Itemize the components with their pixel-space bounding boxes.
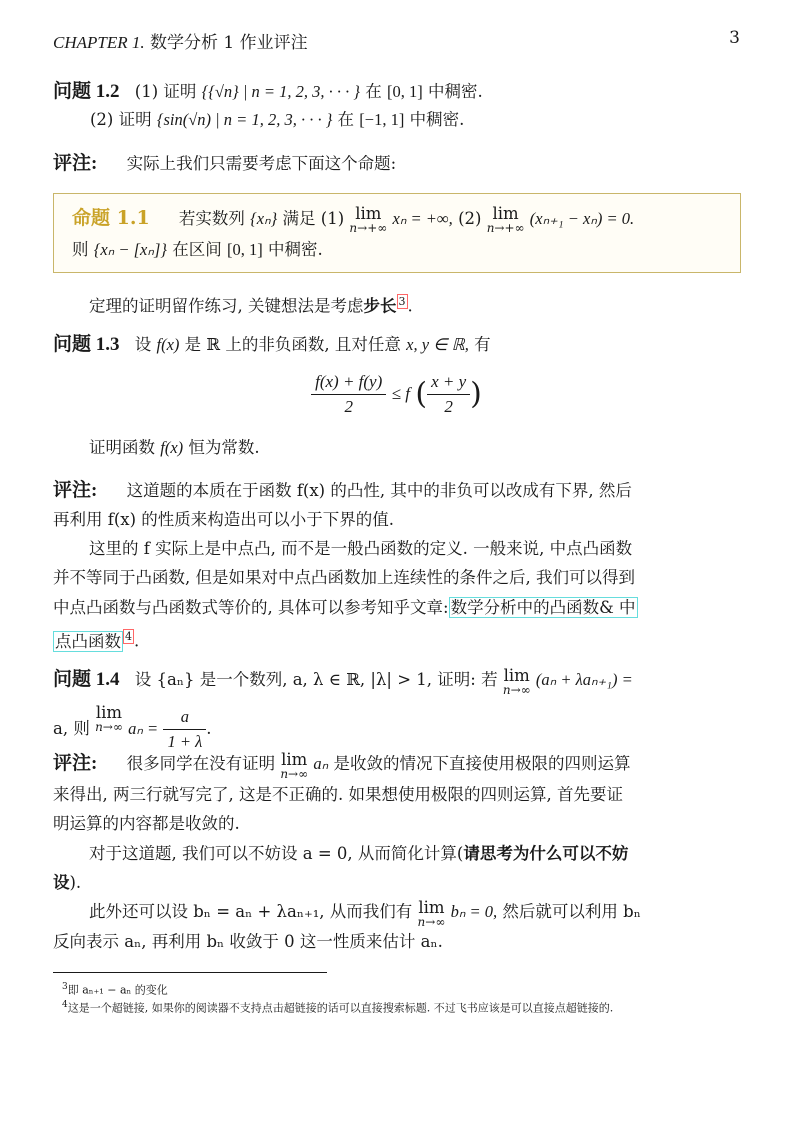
remark-3-line6: 此外还可以设 bₙ = aₙ + λaₙ₊₁, 从而我们有 lim n→∞ bₙ = 0, 然后就可以利用 bₙ xyxy=(89,898,641,929)
proposition-line1: 命题 1.1 若实数列 {xₙ} 满足 (1) lim n→+∞ xₙ = +∞, (2) lim n→+∞ (xₙ₊₁ − xₙ) = 0. xyxy=(72,204,635,235)
problem-label: 问题 1.2 xyxy=(53,81,120,102)
remark-label: 评注: xyxy=(53,153,98,174)
page-header xyxy=(53,28,740,53)
remark-label: 评注: xyxy=(53,480,98,501)
problem-1-2-line2: (2) 证明 {sin(√n) | n = 1, 2, 3, · · · } 在 [−1, 1] 中稠密. xyxy=(90,110,465,129)
limit-operator: lim n→∞ xyxy=(280,750,309,781)
remark-1: 评注: 实际上我们只需要考虑下面这个命题: xyxy=(53,153,397,174)
math-set: {sin(√n) | n = 1, 2, 3, · · · } xyxy=(156,110,333,129)
remark-2-line5: 中点凸函数与凸函数式等价的, 具体可以参考知乎文章: 数学分析中的凸函数& 中 xyxy=(53,598,636,617)
limit-operator: lim n→∞ xyxy=(502,666,531,697)
proposition-line2: 则 {xₙ − [xₙ]} 在区间 [0, 1] 中稠密. xyxy=(72,240,323,259)
problem-1-3: 问题 1.3 设 f(x) 是 ℝ 上的非负函数, 且对任意 x, y ∈ ℝ, 有 xyxy=(53,334,491,355)
page-number: 3 xyxy=(729,28,740,48)
problem-1-3-conclusion: 证明函数 f(x) 恒为常数. xyxy=(89,438,260,457)
hyperlink-convex-article[interactable]: 数学分析中的凸函数& 中 xyxy=(450,598,636,617)
problem-1-4-line2: a, 则 lim n→∞ aₙ = $\frac{a}{1 + \lambda}$ . xyxy=(53,705,740,754)
remark-label: 评注: xyxy=(53,753,98,774)
remark-2-line2: 再利用 f(x) 的性质来构造出可以小于下界的值. xyxy=(53,510,395,529)
remark-2-line4: 并不等同于凸函数, 但是如果对中点凸函数加上连续性的条件之后, 我们可以得到 xyxy=(53,568,635,587)
fraction: $\frac{a}{1 + \lambda}$ xyxy=(163,705,206,754)
proof-note: 定理的证明留作练习, 关键想法是考虑步长 $^3$ . xyxy=(89,295,413,316)
remark-3-line7: 反向表示 aₙ, 再利用 bₙ 收敛于 0 这一性质来估计 aₙ. xyxy=(53,932,443,951)
math-set: {{√n} | n = 1, 2, 3, · · · } xyxy=(201,82,361,101)
display-equation: $\frac{f(x) + f(y)}{2}$ ≤ f ( $\frac{x + y}{2}$ ) xyxy=(53,370,740,419)
limit-operator: lim n→+∞ xyxy=(486,204,525,235)
running-title: CHAPTER 1. 数学分析 1 作业评注 xyxy=(53,33,308,53)
problem-label: 问题 1.4 xyxy=(53,669,120,690)
remark-3-line4: 对于这道题, 我们可以不妨设 a = 0, 从而简化计算(请思考为什么可以不妨 xyxy=(89,844,629,863)
remark-2-line6: 点凸函数 $^4$ . xyxy=(55,630,140,651)
fraction: $\frac{x + y}{2}$ xyxy=(427,370,470,419)
footnote-ref-3[interactable]: 3 xyxy=(398,295,406,308)
limit-operator: lim n→∞ xyxy=(417,898,446,929)
fraction: $\frac{f(x) + f(y)}{2}$ xyxy=(311,370,386,419)
proposition-box xyxy=(53,193,741,273)
limit-operator: lim n→∞ xyxy=(95,703,123,734)
hyperlink-convex-article-cont[interactable]: 点凸函数 xyxy=(55,631,121,651)
footnote-3: $^3$即 aₙ₊₁ − aₙ 的变化 xyxy=(62,982,168,997)
problem-1-2-line1: 问题 1.2 (1) 证明 {{√n} | n = 1, 2, 3, · · · } 在 [0, 1] 中稠密. xyxy=(53,81,483,102)
proposition-label: 命题 1.1 xyxy=(72,207,150,229)
problem-label: 问题 1.3 xyxy=(53,334,120,355)
problem-1-4-line1: 问题 1.4 设 {aₙ} 是一个数列, a, λ ∈ ℝ, |λ| > 1, 证明: 若 lim n→∞ (aₙ + λaₙ₊₁) = xyxy=(53,666,633,697)
remark-3-line2: 来得出, 两三行就写完了, 这是不正确的. 如果想使用极限的四则运算, 首先要证 xyxy=(53,785,623,804)
remark-2-line1: 评注: 这道题的本质在于函数 f(x) 的凸性, 其中的非负可以改成有下界, 然后 xyxy=(53,480,632,501)
footnote-ref-4[interactable]: 4 xyxy=(125,630,132,643)
footnote-rule xyxy=(53,972,327,973)
remark-2-line3: 这里的 f 实际上是中点凸, 而不是一般凸函数的定义. 一般来说, 中点凸函数 xyxy=(89,539,633,558)
remark-3-line3: 明运算的内容都是收敛的. xyxy=(53,814,240,833)
limit-operator: lim n→+∞ xyxy=(349,204,388,235)
remark-3-line5: 设). xyxy=(53,873,82,892)
remark-3-line1: 评注: 很多同学在没有证明 lim n→∞ aₙ 是收敛的情况下直接使用极限的四则运算 xyxy=(53,750,631,781)
footnote-4: $^4$这是一个超链接, 如果你的阅读器不支持点击超链接的话可以直接搜索标题. 不过飞书应该是可以直接点超链接的. xyxy=(62,1000,614,1015)
